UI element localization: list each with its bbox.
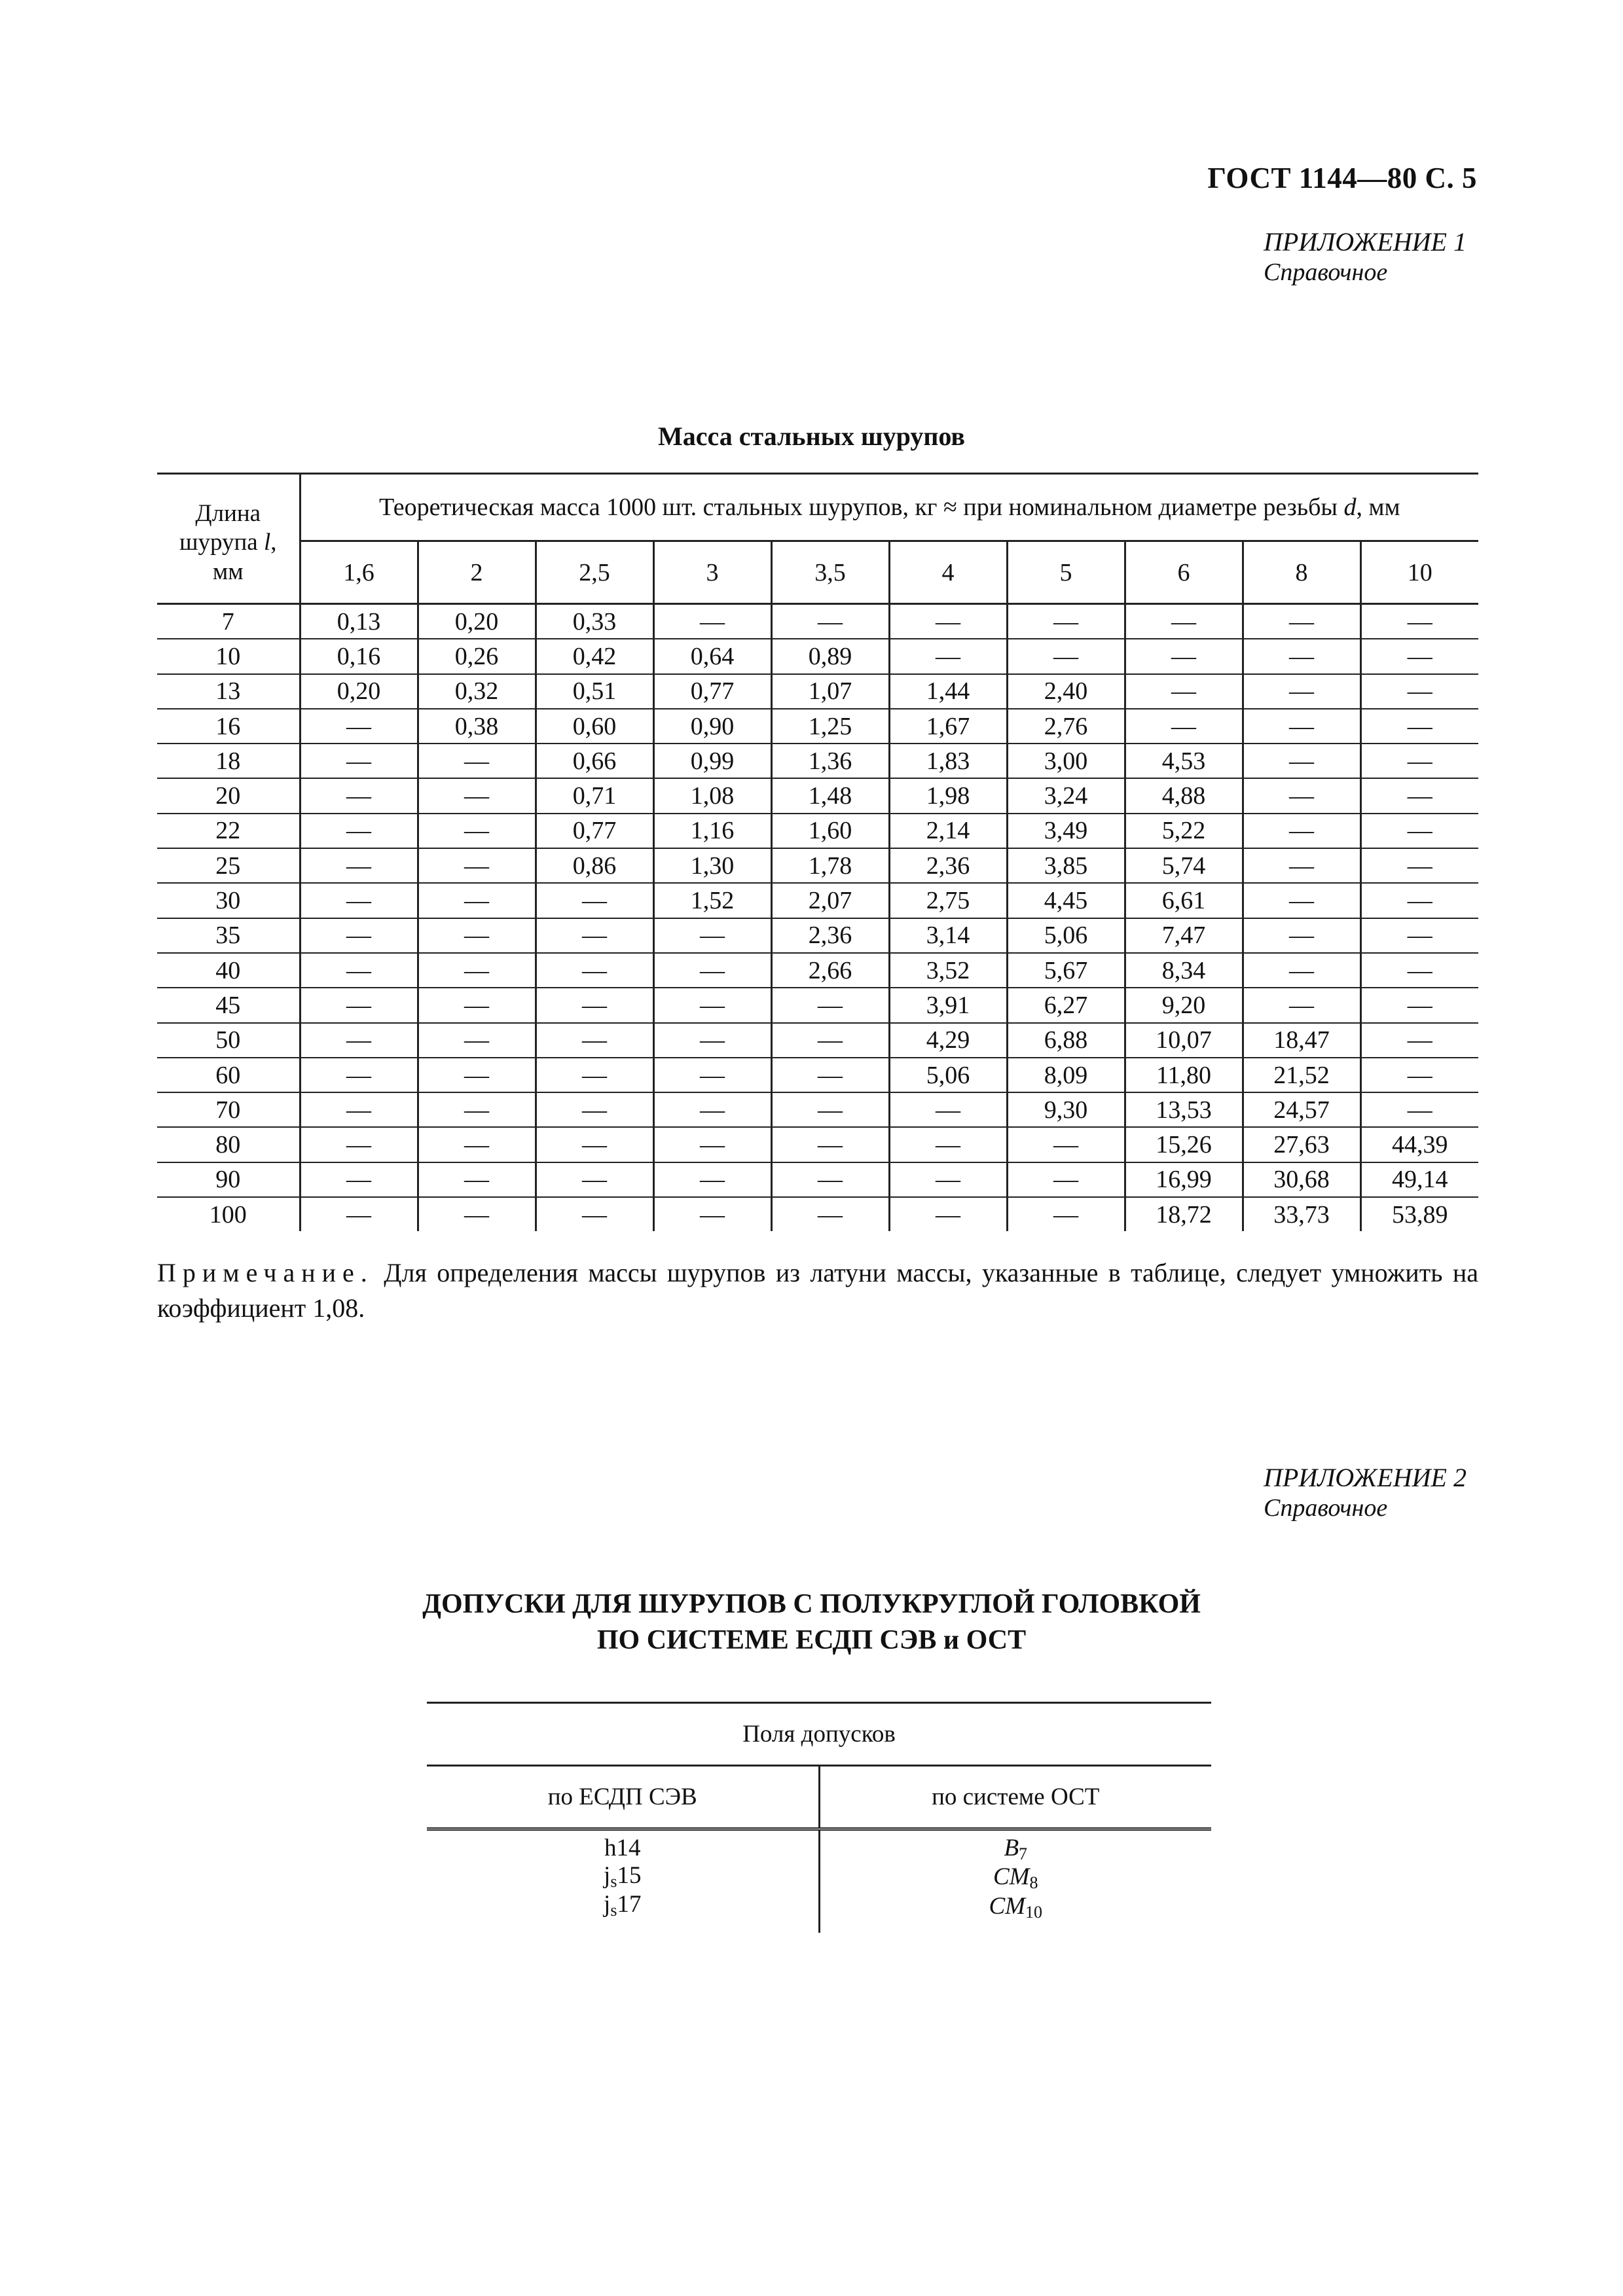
mass-cell: 2,40 bbox=[1007, 674, 1125, 709]
mass-cell: 1,30 bbox=[653, 848, 771, 883]
mass-cell: — bbox=[1007, 1162, 1125, 1197]
mass-cell: — bbox=[771, 1092, 889, 1127]
length-cell: 7 bbox=[157, 604, 300, 639]
mass-cell: — bbox=[1243, 709, 1360, 744]
ost-subscript: 8 bbox=[1029, 1873, 1038, 1893]
appendix1-block bbox=[1264, 226, 1467, 288]
length-cell: 100 bbox=[209, 1200, 247, 1229]
mass-cell: — bbox=[418, 1197, 536, 1231]
length-cell: 16 bbox=[157, 709, 300, 744]
mass-cell: — bbox=[1243, 918, 1360, 953]
mass-cell: 8,34 bbox=[1125, 953, 1243, 988]
mass-cell: — bbox=[536, 953, 653, 988]
mass-cell: — bbox=[418, 1127, 536, 1162]
table-row bbox=[157, 1058, 1478, 1092]
mass-cell: — bbox=[771, 604, 889, 639]
mass-cell: — bbox=[771, 1162, 889, 1197]
table-row bbox=[157, 604, 1478, 639]
mass-cell: — bbox=[1360, 814, 1478, 848]
mass-cell: — bbox=[536, 1092, 653, 1127]
mass-cell: — bbox=[418, 1092, 536, 1127]
mass-cell: — bbox=[1360, 674, 1478, 709]
mass-cell: 18,72 bbox=[1125, 1197, 1243, 1231]
mass-cell: — bbox=[1360, 1058, 1478, 1092]
mass-cell: 2,36 bbox=[771, 918, 889, 953]
note-paragraph bbox=[157, 1255, 1478, 1326]
mass-cell: 0,86 bbox=[536, 848, 653, 883]
appendix2-label: ПРИЛОЖЕНИЕ 2 bbox=[1264, 1463, 1467, 1492]
mass-cell: — bbox=[889, 1127, 1007, 1162]
mass-cell: — bbox=[418, 918, 536, 953]
mass-cell: — bbox=[889, 1197, 1007, 1231]
mass-cell: — bbox=[771, 1197, 889, 1231]
mass-cell: 2,14 bbox=[889, 814, 1007, 848]
ost-base: B bbox=[1004, 1835, 1019, 1861]
mass-cell: 0,16 bbox=[300, 639, 418, 673]
esdp-header: по ЕСДП СЭВ bbox=[427, 1766, 819, 1829]
mass-cell: — bbox=[1243, 988, 1360, 1022]
mass-cell: 1,44 bbox=[889, 674, 1007, 709]
mass-cell: 15,26 bbox=[1125, 1127, 1243, 1162]
table-row bbox=[157, 674, 1478, 709]
mass-cell: — bbox=[771, 1127, 889, 1162]
appendix2-type: Справочное bbox=[1264, 1494, 1388, 1522]
table1-title: Масса стальных шурупов bbox=[657, 422, 965, 451]
mass-cell: — bbox=[1360, 778, 1478, 813]
table-row bbox=[157, 883, 1478, 918]
mass-cell: — bbox=[1007, 604, 1125, 639]
esdp-subscript: s bbox=[610, 1871, 617, 1891]
length-cell: 70 bbox=[157, 1092, 300, 1127]
mass-cell: — bbox=[1125, 674, 1243, 709]
mass-cell: 1,36 bbox=[771, 744, 889, 778]
mass-cell: — bbox=[536, 1197, 653, 1231]
ost-values bbox=[819, 1829, 1211, 1933]
mass-cell: — bbox=[1360, 883, 1478, 918]
mass-cell: 3,49 bbox=[1007, 814, 1125, 848]
esdp-value bbox=[427, 1891, 818, 1920]
mass-cell: — bbox=[300, 1058, 418, 1092]
mass-cell: 9,30 bbox=[1007, 1092, 1125, 1127]
mass-cell: — bbox=[653, 1127, 771, 1162]
mass-cell: — bbox=[536, 918, 653, 953]
mass-cell: 0,20 bbox=[418, 604, 536, 639]
note-label: Примечание. bbox=[157, 1258, 374, 1287]
mass-cell: — bbox=[1243, 883, 1360, 918]
diameter-header: 4 bbox=[889, 541, 1007, 604]
mass-cell: 1,52 bbox=[653, 883, 771, 918]
appendix1-label: ПРИЛОЖЕНИЕ 1 bbox=[1264, 227, 1467, 257]
mass-cell: — bbox=[653, 1023, 771, 1058]
mass-cell: — bbox=[300, 918, 418, 953]
mass-cell: 0,64 bbox=[653, 639, 771, 673]
mass-cell: 3,91 bbox=[889, 988, 1007, 1022]
mass-cell: — bbox=[889, 1162, 1007, 1197]
mass-cell: 0,60 bbox=[536, 709, 653, 744]
mass-cell: — bbox=[300, 1162, 418, 1197]
length-cell: 22 bbox=[157, 814, 300, 848]
mass-cell: — bbox=[889, 639, 1007, 673]
table-row bbox=[157, 918, 1478, 953]
mass-cell: — bbox=[300, 1023, 418, 1058]
mass-cell: — bbox=[653, 604, 771, 639]
mass-cell: 5,06 bbox=[889, 1058, 1007, 1092]
mass-cell: 0,20 bbox=[300, 674, 418, 709]
mass-cell: 1,07 bbox=[771, 674, 889, 709]
length-cell: 35 bbox=[157, 918, 300, 953]
mass-cell: 1,25 bbox=[771, 709, 889, 744]
length-header bbox=[157, 474, 300, 604]
mass-cell: 16,99 bbox=[1125, 1162, 1243, 1197]
mass-cell: 0,71 bbox=[536, 778, 653, 813]
mass-cell: 0,99 bbox=[653, 744, 771, 778]
mass-cell: — bbox=[1360, 988, 1478, 1022]
mass-cell: — bbox=[418, 778, 536, 813]
table-row bbox=[157, 778, 1478, 813]
mass-cell: — bbox=[418, 1023, 536, 1058]
diameter-header: 2,5 bbox=[536, 541, 653, 604]
mass-cell: 13,53 bbox=[1125, 1092, 1243, 1127]
tolerance-group-header: Поля допусков bbox=[427, 1703, 1211, 1766]
mass-cell: 2,66 bbox=[771, 953, 889, 988]
mass-cell: 6,61 bbox=[1125, 883, 1243, 918]
ost-header: по системе ОСТ bbox=[819, 1766, 1211, 1829]
mass-cell: — bbox=[536, 1023, 653, 1058]
esdp-suffix: 15 bbox=[617, 1861, 642, 1889]
length-cell: 18 bbox=[157, 744, 300, 778]
esdp-base: j bbox=[604, 1861, 611, 1889]
mass-cell: — bbox=[771, 1058, 889, 1092]
table-row bbox=[157, 1197, 1478, 1231]
esdp-value bbox=[427, 1835, 818, 1862]
mass-cell: 18,47 bbox=[1243, 1023, 1360, 1058]
mass-cell: — bbox=[1243, 744, 1360, 778]
length-cell: 80 bbox=[157, 1127, 300, 1162]
table-row bbox=[157, 988, 1478, 1022]
mass-cell: — bbox=[300, 883, 418, 918]
table2-title-line1: ДОПУСКИ ДЛЯ ШУРУПОВ С ПОЛУКРУГЛОЙ ГОЛОВКОЙ bbox=[422, 1589, 1201, 1619]
mass-cell: 0,26 bbox=[418, 639, 536, 673]
mass-cell: — bbox=[653, 1092, 771, 1127]
esdp-value bbox=[427, 1862, 818, 1891]
mass-cell: — bbox=[653, 988, 771, 1022]
mass-cell: — bbox=[418, 883, 536, 918]
mass-cell: — bbox=[653, 1058, 771, 1092]
ost-base: CM bbox=[989, 1892, 1025, 1920]
mass-cell: — bbox=[1125, 709, 1243, 744]
mass-cell: — bbox=[1360, 848, 1478, 883]
mass-cell: — bbox=[418, 953, 536, 988]
table-row bbox=[157, 1023, 1478, 1058]
mass-cell: — bbox=[1007, 1127, 1125, 1162]
diameter-header: 2 bbox=[418, 541, 536, 604]
mass-cell: 49,14 bbox=[1360, 1162, 1478, 1197]
diameter-header-row bbox=[157, 541, 1478, 604]
diameter-header: 5 bbox=[1007, 541, 1125, 604]
mass-cell: — bbox=[1360, 744, 1478, 778]
mass-cell: — bbox=[889, 604, 1007, 639]
mass-cell: 3,85 bbox=[1007, 848, 1125, 883]
mass-cell: — bbox=[536, 1058, 653, 1092]
mass-cell: — bbox=[300, 1127, 418, 1162]
length-cell: 40 bbox=[157, 953, 300, 988]
mass-cell: — bbox=[1243, 674, 1360, 709]
ost-subscript: 7 bbox=[1019, 1844, 1028, 1863]
table-row bbox=[157, 639, 1478, 673]
mass-cell: — bbox=[771, 1023, 889, 1058]
length-cell: 30 bbox=[157, 883, 300, 918]
mass-cell: 0,51 bbox=[536, 674, 653, 709]
mass-cell: 1,48 bbox=[771, 778, 889, 813]
mass-cell: 4,29 bbox=[889, 1023, 1007, 1058]
diameter-header: 1,6 bbox=[300, 541, 418, 604]
mass-cell: — bbox=[1360, 604, 1478, 639]
mass-cell: — bbox=[1360, 1023, 1478, 1058]
mass-cell: 1,16 bbox=[653, 814, 771, 848]
mass-cell: 1,98 bbox=[889, 778, 1007, 813]
mass-cell: — bbox=[418, 848, 536, 883]
mass-cell: — bbox=[536, 1162, 653, 1197]
mass-cell: — bbox=[1007, 639, 1125, 673]
mass-cell: — bbox=[300, 814, 418, 848]
mass-cell: 0,66 bbox=[536, 744, 653, 778]
length-cell: 60 bbox=[157, 1058, 300, 1092]
mass-cell: 0,32 bbox=[418, 674, 536, 709]
mass-cell: — bbox=[1360, 639, 1478, 673]
mass-cell: 0,42 bbox=[536, 639, 653, 673]
mass-cell: — bbox=[300, 988, 418, 1022]
mass-cell: 0,77 bbox=[536, 814, 653, 848]
mass-cell: 5,74 bbox=[1125, 848, 1243, 883]
table2-title bbox=[0, 1587, 1623, 1658]
mass-cell: — bbox=[653, 918, 771, 953]
mass-cell: 24,57 bbox=[1243, 1092, 1360, 1127]
mass-cell: — bbox=[1243, 639, 1360, 673]
mass-cell: 1,67 bbox=[889, 709, 1007, 744]
mass-cell: 0,13 bbox=[300, 604, 418, 639]
mass-cell: — bbox=[536, 1127, 653, 1162]
mass-cell: 30,68 bbox=[1243, 1162, 1360, 1197]
diameter-header: 3 bbox=[653, 541, 771, 604]
mass-cell: 1,60 bbox=[771, 814, 889, 848]
length-header-line1: Длина bbox=[195, 500, 261, 527]
mass-cell: — bbox=[1007, 1197, 1125, 1231]
table2-title-line2: ПО СИСТЕМЕ ЕСДП СЭВ и ОСТ bbox=[596, 1624, 1027, 1655]
mass-cell: 6,27 bbox=[1007, 988, 1125, 1022]
table-row bbox=[157, 1092, 1478, 1127]
esdp-values bbox=[427, 1829, 819, 1933]
diameter-header: 8 bbox=[1243, 541, 1360, 604]
mass-cell: 4,53 bbox=[1125, 744, 1243, 778]
mass-cell: 0,89 bbox=[771, 639, 889, 673]
ost-value bbox=[820, 1835, 1212, 1863]
appendix1-type: Справочное bbox=[1264, 259, 1388, 286]
mass-cell: 53,89 bbox=[1360, 1197, 1478, 1231]
esdp-base: h14 bbox=[604, 1835, 641, 1861]
length-cell: 20 bbox=[157, 778, 300, 813]
length-cell: 45 bbox=[157, 988, 300, 1022]
length-cell: 90 bbox=[157, 1162, 300, 1197]
mass-cell: 11,80 bbox=[1125, 1058, 1243, 1092]
mass-cell: 2,36 bbox=[889, 848, 1007, 883]
mass-cell: 1,78 bbox=[771, 848, 889, 883]
mass-cell: — bbox=[1243, 604, 1360, 639]
mass-cell: — bbox=[1243, 778, 1360, 813]
mass-cell: 8,09 bbox=[1007, 1058, 1125, 1092]
mass-cell: 9,20 bbox=[1125, 988, 1243, 1022]
mass-cell: — bbox=[418, 814, 536, 848]
mass-cell: 5,67 bbox=[1007, 953, 1125, 988]
mass-cell: — bbox=[653, 1162, 771, 1197]
mass-cell: — bbox=[418, 744, 536, 778]
mass-cell: 2,75 bbox=[889, 883, 1007, 918]
length-cell: 13 bbox=[157, 674, 300, 709]
mass-cell: 3,24 bbox=[1007, 778, 1125, 813]
mass-cell: 1,83 bbox=[889, 744, 1007, 778]
table-row bbox=[157, 744, 1478, 778]
mass-cell: 6,88 bbox=[1007, 1023, 1125, 1058]
mass-cell: 7,47 bbox=[1125, 918, 1243, 953]
mass-cell: — bbox=[1360, 918, 1478, 953]
mass-cell: — bbox=[1243, 814, 1360, 848]
mass-cell: 21,52 bbox=[1243, 1058, 1360, 1092]
page-header: ГОСТ 1144—80 С. 5 bbox=[1207, 162, 1477, 194]
mass-cell: 4,45 bbox=[1007, 883, 1125, 918]
mass-cell: 44,39 bbox=[1360, 1127, 1478, 1162]
mass-cell: — bbox=[1125, 604, 1243, 639]
mass-cell: 0,90 bbox=[653, 709, 771, 744]
length-cell: 10 bbox=[157, 639, 300, 673]
mass-cell: — bbox=[653, 953, 771, 988]
mass-cell: — bbox=[418, 988, 536, 1022]
mass-span-header: Теоретическая масса 1000 шт. стальных шурупов, кг ≈ при номинальном диаметре резьбы d, мм bbox=[300, 474, 1478, 541]
esdp-suffix: 17 bbox=[617, 1891, 642, 1918]
mass-cell: — bbox=[300, 1092, 418, 1127]
ost-subscript: 10 bbox=[1025, 1902, 1042, 1922]
table-row bbox=[157, 814, 1478, 848]
length-cell: 25 bbox=[157, 848, 300, 883]
esdp-base: j bbox=[604, 1891, 611, 1918]
mass-cell: — bbox=[1243, 953, 1360, 988]
mass-cell: — bbox=[889, 1092, 1007, 1127]
mass-cell: — bbox=[1125, 639, 1243, 673]
mass-cell: 33,73 bbox=[1243, 1197, 1360, 1231]
mass-cell: — bbox=[300, 953, 418, 988]
appendix2-block bbox=[1264, 1462, 1467, 1524]
mass-cell: — bbox=[536, 883, 653, 918]
table-row bbox=[157, 953, 1478, 988]
ost-base: CM bbox=[993, 1863, 1030, 1891]
mass-cell: 2,76 bbox=[1007, 709, 1125, 744]
mass-cell: — bbox=[300, 848, 418, 883]
mass-cell: 3,52 bbox=[889, 953, 1007, 988]
diameter-header: 3,5 bbox=[771, 541, 889, 604]
mass-cell: — bbox=[300, 744, 418, 778]
diameter-header: 6 bbox=[1125, 541, 1243, 604]
length-header-line3: мм bbox=[212, 558, 244, 585]
mass-cell: — bbox=[1360, 709, 1478, 744]
mass-cell: — bbox=[418, 1162, 536, 1197]
mass-cell: 27,63 bbox=[1243, 1127, 1360, 1162]
mass-cell: — bbox=[1360, 953, 1478, 988]
mass-cell: — bbox=[653, 1197, 771, 1231]
length-cell: 50 bbox=[157, 1023, 300, 1058]
mass-cell: 5,22 bbox=[1125, 814, 1243, 848]
mass-cell: 3,00 bbox=[1007, 744, 1125, 778]
tolerance-table bbox=[427, 1702, 1211, 1933]
mass-cell: 2,07 bbox=[771, 883, 889, 918]
diameter-header: 10 bbox=[1360, 541, 1478, 604]
mass-cell: 10,07 bbox=[1125, 1023, 1243, 1058]
mass-cell: — bbox=[300, 709, 418, 744]
mass-cell: — bbox=[300, 1197, 418, 1231]
ost-value bbox=[820, 1893, 1212, 1922]
table-row bbox=[157, 1127, 1478, 1162]
mass-cell: 3,14 bbox=[889, 918, 1007, 953]
mass-cell: 1,08 bbox=[653, 778, 771, 813]
table-row bbox=[157, 848, 1478, 883]
ost-value bbox=[820, 1863, 1212, 1892]
table-row bbox=[157, 709, 1478, 744]
mass-cell: 0,33 bbox=[536, 604, 653, 639]
mass-cell: 0,77 bbox=[653, 674, 771, 709]
mass-cell: — bbox=[771, 988, 889, 1022]
steel-screw-mass-table bbox=[157, 473, 1478, 1231]
note-text: Для определения массы шурупов из латуни массы, указанные в таблице, следует умножить на коэффициент 1,08. bbox=[157, 1258, 1478, 1323]
mass-cell: — bbox=[418, 1058, 536, 1092]
mass-cell: — bbox=[1243, 848, 1360, 883]
mass-cell: 0,38 bbox=[418, 709, 536, 744]
mass-cell: — bbox=[1360, 1092, 1478, 1127]
mass-cell: 4,88 bbox=[1125, 778, 1243, 813]
esdp-subscript: s bbox=[610, 1901, 617, 1920]
mass-cell: 5,06 bbox=[1007, 918, 1125, 953]
table1-body bbox=[157, 604, 1478, 1232]
length-header-line2: шурупа l, bbox=[179, 529, 277, 556]
mass-cell: — bbox=[300, 778, 418, 813]
mass-cell: — bbox=[536, 988, 653, 1022]
table-row bbox=[157, 1162, 1478, 1197]
